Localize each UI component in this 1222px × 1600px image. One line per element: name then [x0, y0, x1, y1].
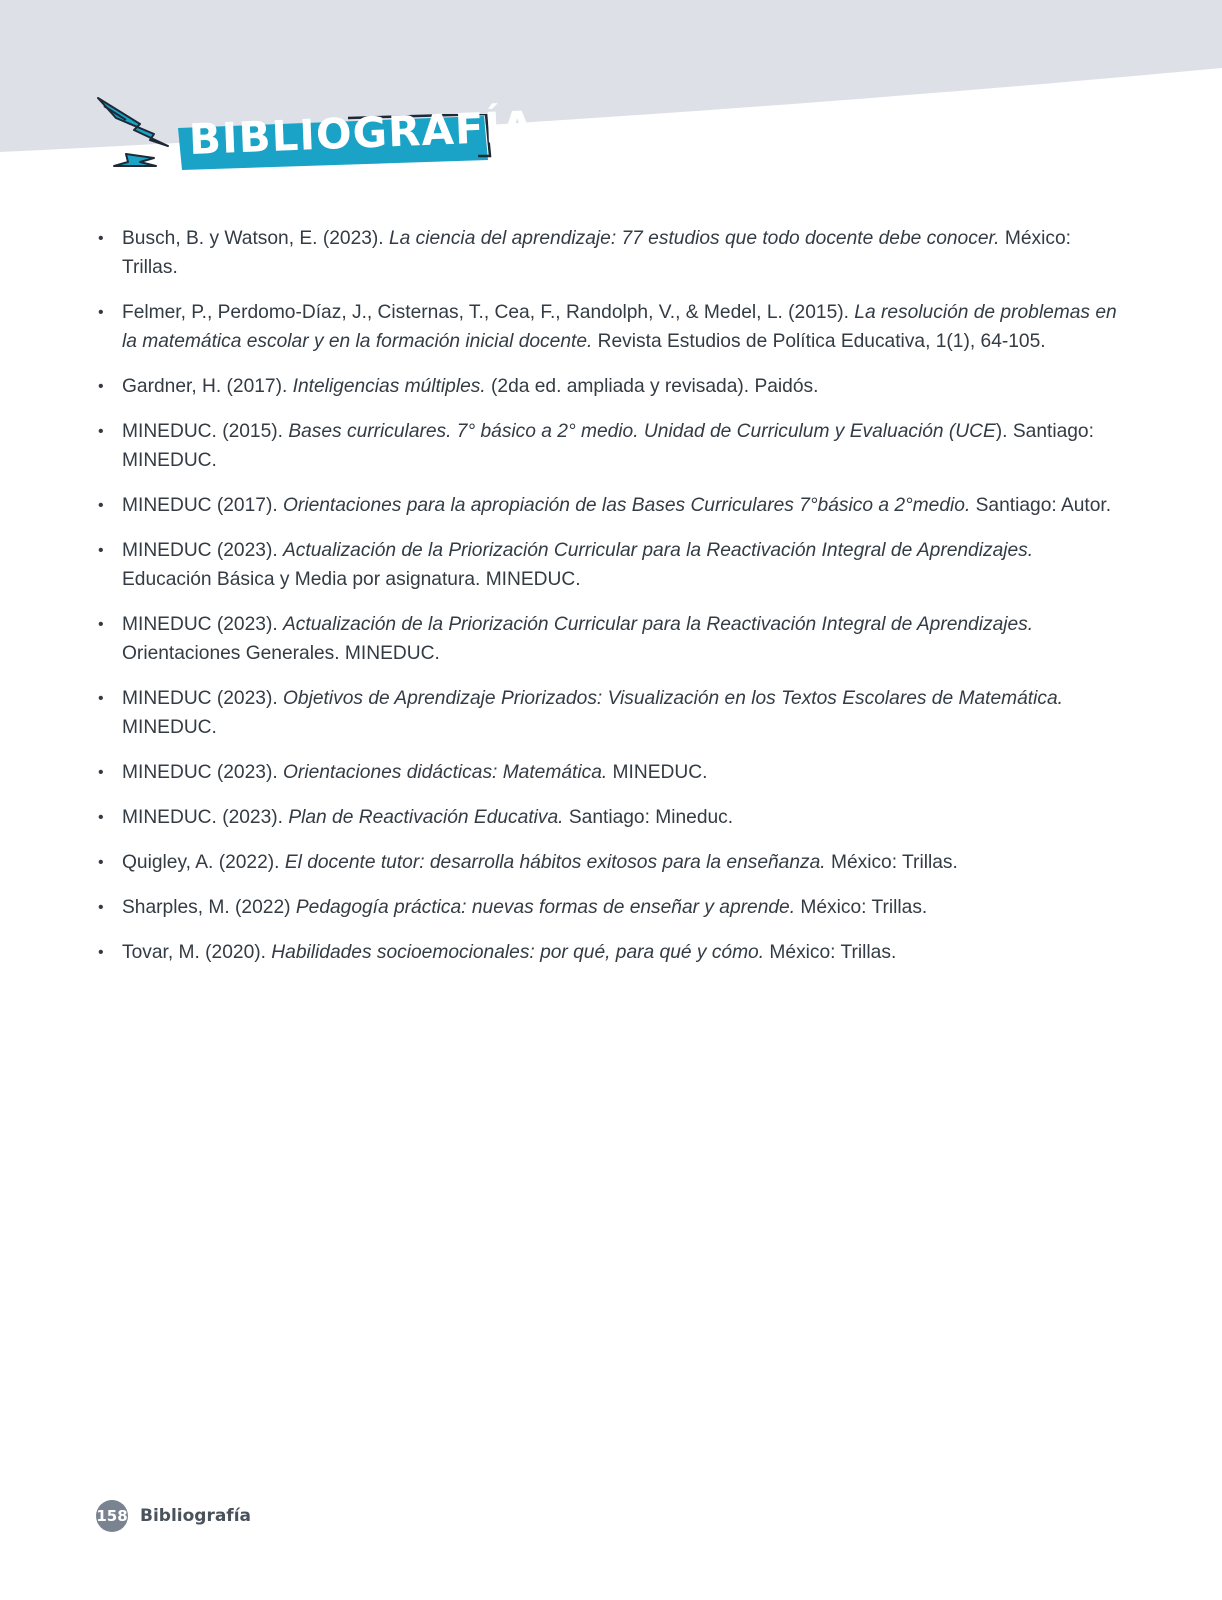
entry-publisher: México: Trillas. [825, 852, 958, 873]
bibliography-entry [98, 372, 1118, 401]
entry-authors: Gardner, H. (2017). [122, 376, 293, 397]
entry-title: Pedagogía práctica: nuevas formas de enseñar y aprende. [295, 897, 796, 918]
entry-title: Bases curriculares. 7° básico a 2° medio. Unidad de Curriculum y Evaluación (UCE [288, 421, 996, 442]
bibliography-entry [98, 684, 1118, 742]
entry-title: Inteligencias múltiples. [292, 376, 486, 397]
entry-authors: Quigley, A. (2022). [122, 852, 285, 873]
entry-publisher: ). Santiago: MINEDUC. [122, 421, 1094, 471]
bullet-icon: • [98, 854, 104, 871]
entry-publisher: Santiago: Mineduc. [563, 807, 734, 828]
entry-authors: Busch, B. y Watson, E. (2023). [122, 228, 389, 249]
entry-authors: Tovar, M. (2020). [122, 942, 272, 963]
bullet-icon: • [98, 230, 104, 247]
bullet-icon: • [98, 764, 104, 781]
entry-authors: Sharples, M. (2022) [122, 897, 296, 918]
bibliography-entry [98, 848, 1118, 877]
entry-authors: MINEDUC. (2023). [122, 807, 289, 828]
entry-publisher: (2da ed. ampliada y revisada). Paidós. [485, 376, 819, 397]
footer-section-label: Bibliografía [140, 1506, 252, 1526]
entry-title: El docente tutor: desarrolla hábitos exitosos para la enseñanza. [284, 852, 826, 873]
page-footer [96, 1500, 251, 1532]
bullet-icon: • [98, 690, 104, 707]
bibliography-entry [98, 758, 1118, 787]
page-number-badge: 158 [96, 1500, 128, 1532]
entry-publisher: Orientaciones Generales. MINEDUC. [122, 643, 440, 664]
entry-title: Objetivos de Aprendizaje Priorizados: Visualización en los Textos Escolares de Matemática. [283, 688, 1063, 709]
bullet-icon: • [98, 542, 104, 559]
bibliography-entry [98, 938, 1118, 967]
entry-title: Habilidades socioemocionales: por qué, para qué y cómo. [271, 942, 765, 963]
bibliography-entry [98, 224, 1118, 282]
bibliography-entry [98, 803, 1118, 832]
bullet-icon: • [98, 423, 104, 440]
page-title: BIBLIOGRAFÍA [188, 101, 536, 165]
entry-authors: Felmer, P., Perdomo-Díaz, J., Cisternas, T., Cea, F., Randolph, V., & Medel, L. (2015). [122, 302, 855, 323]
bibliography-entry [98, 536, 1118, 594]
entry-title: La resolución de problemas en la matemática escolar y en la formación inicial docente. [122, 302, 1117, 352]
entry-publisher: Educación Básica y Media por asignatura. MINEDUC. [122, 569, 581, 590]
entry-title: Plan de Reactivación Educativa. [288, 807, 564, 828]
bibliography-entry [98, 893, 1118, 922]
entry-authors: MINEDUC (2023). [122, 614, 283, 635]
bullet-icon: • [98, 944, 104, 961]
entry-authors: MINEDUC (2023). [122, 762, 283, 783]
entry-authors: MINEDUC (2023). [122, 688, 283, 709]
lightning-icon [96, 96, 186, 176]
entry-title: Actualización de la Priorización Curricular para la Reactivación Integral de Aprendizajes. [283, 614, 1034, 635]
entry-publisher: México: Trillas. [122, 228, 1071, 278]
entry-publisher: Revista Estudios de Política Educativa, 1(1), 64-105. [592, 331, 1046, 352]
entry-authors: MINEDUC (2017). [122, 495, 283, 516]
entry-authors: MINEDUC (2023). [122, 540, 283, 561]
bullet-icon: • [98, 809, 104, 826]
entry-title: Actualización de la Priorización Curricular para la Reactivación Integral de Aprendizajes. [283, 540, 1034, 561]
entry-publisher: Santiago: Autor. [970, 495, 1112, 516]
bibliography-entry [98, 417, 1118, 475]
bullet-icon: • [98, 378, 104, 395]
bullet-icon: • [98, 899, 104, 916]
entry-publisher: MINEDUC. [607, 762, 708, 783]
bullet-icon: • [98, 616, 104, 633]
entry-publisher: MINEDUC. [122, 717, 217, 738]
entry-publisher: México: Trillas. [764, 942, 897, 963]
entry-title: La ciencia del aprendizaje: 77 estudios que todo docente debe conocer. [388, 228, 1000, 249]
bibliography-list [98, 224, 1118, 983]
entry-authors: MINEDUC. (2015). [122, 421, 289, 442]
entry-publisher: México: Trillas. [795, 897, 928, 918]
entry-title: Orientaciones didácticas: Matemática. [283, 762, 608, 783]
section-title-block [96, 96, 536, 186]
bibliography-entry [98, 610, 1118, 668]
bibliography-entry [98, 298, 1118, 356]
bullet-icon: • [98, 304, 104, 321]
entry-title: Orientaciones para la apropiación de las Bases Curriculares 7°básico a 2°medio. [283, 495, 971, 516]
bullet-icon: • [98, 497, 104, 514]
bibliography-entry [98, 491, 1118, 520]
